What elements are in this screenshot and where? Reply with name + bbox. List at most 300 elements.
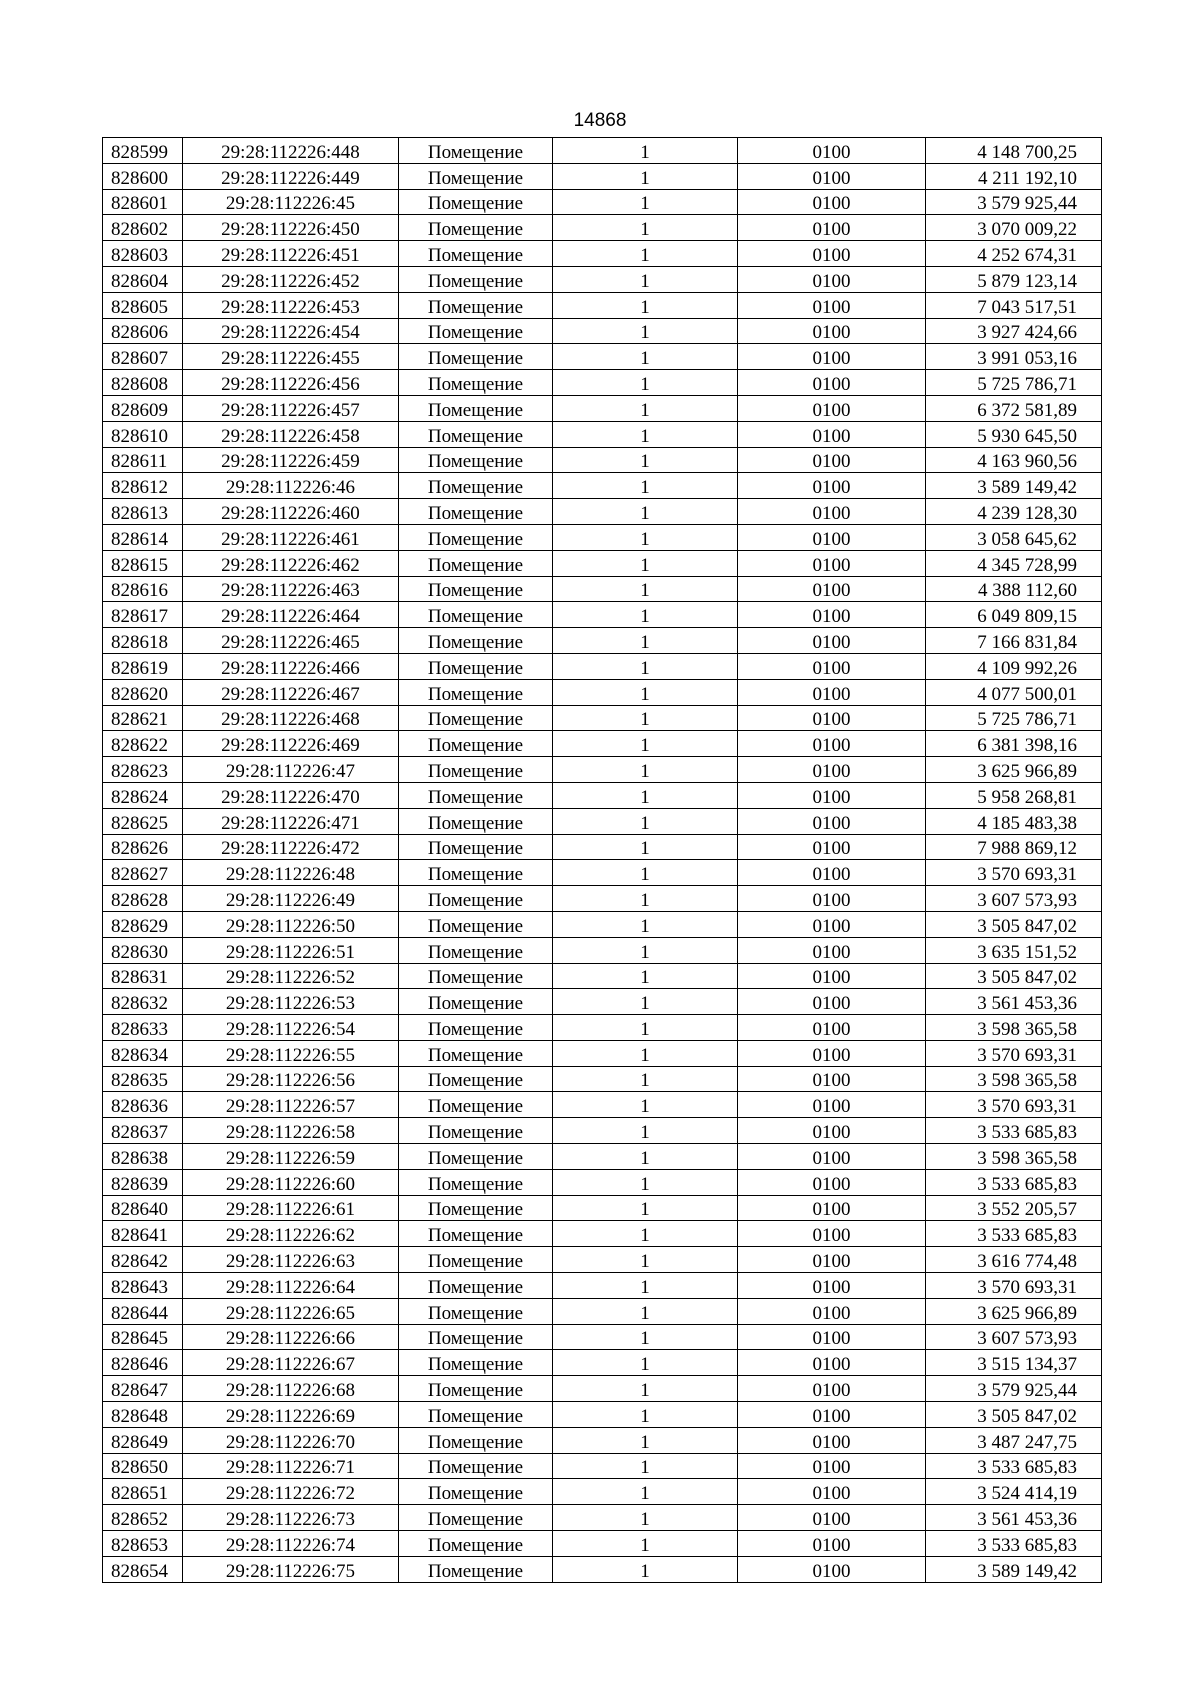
- table-row: [103, 447, 1102, 473]
- object-type-cell: Помещение: [399, 937, 553, 963]
- table-row: [103, 1066, 1102, 1092]
- code-cell: 0100: [738, 1273, 926, 1299]
- cadastral-number-cell: 29:28:112226:74: [183, 1531, 399, 1557]
- table-row: [103, 189, 1102, 215]
- quantity-cell: 1: [553, 241, 738, 267]
- object-type-cell: Помещение: [399, 163, 553, 189]
- value-cell: 5 725 786,71: [926, 705, 1102, 731]
- code-cell: 0100: [738, 1531, 926, 1557]
- quantity-cell: 1: [553, 1479, 738, 1505]
- cadastral-number-cell: 29:28:112226:49: [183, 886, 399, 912]
- object-type-cell: Помещение: [399, 576, 553, 602]
- table-row: [103, 860, 1102, 886]
- code-cell: 0100: [738, 344, 926, 370]
- code-cell: 0100: [738, 499, 926, 525]
- quantity-cell: 1: [553, 1427, 738, 1453]
- row-id-cell: 828627: [103, 860, 183, 886]
- code-cell: 0100: [738, 602, 926, 628]
- value-cell: 3 570 693,31: [926, 860, 1102, 886]
- value-cell: 5 958 268,81: [926, 782, 1102, 808]
- code-cell: 0100: [738, 1066, 926, 1092]
- code-cell: 0100: [738, 266, 926, 292]
- object-type-cell: Помещение: [399, 344, 553, 370]
- object-type-cell: Помещение: [399, 266, 553, 292]
- value-cell: 3 991 053,16: [926, 344, 1102, 370]
- table-row: [103, 1531, 1102, 1557]
- value-cell: 4 239 128,30: [926, 499, 1102, 525]
- object-type-cell: Помещение: [399, 1298, 553, 1324]
- row-id-cell: 828638: [103, 1144, 183, 1170]
- table-row: [103, 1221, 1102, 1247]
- table-row: [103, 1092, 1102, 1118]
- object-type-cell: Помещение: [399, 1505, 553, 1531]
- value-cell: 3 533 685,83: [926, 1118, 1102, 1144]
- code-cell: 0100: [738, 911, 926, 937]
- code-cell: 0100: [738, 1324, 926, 1350]
- value-cell: 3 607 573,93: [926, 886, 1102, 912]
- row-id-cell: 828640: [103, 1195, 183, 1221]
- cadastral-number-cell: 29:28:112226:449: [183, 163, 399, 189]
- code-cell: 0100: [738, 241, 926, 267]
- cadastral-number-cell: 29:28:112226:467: [183, 679, 399, 705]
- quantity-cell: 1: [553, 731, 738, 757]
- object-type-cell: Помещение: [399, 318, 553, 344]
- value-cell: 4 211 192,10: [926, 163, 1102, 189]
- value-cell: 3 579 925,44: [926, 1376, 1102, 1402]
- object-type-cell: Помещение: [399, 524, 553, 550]
- quantity-cell: 1: [553, 1195, 738, 1221]
- quantity-cell: 1: [553, 473, 738, 499]
- table-row: [103, 421, 1102, 447]
- object-type-cell: Помещение: [399, 1273, 553, 1299]
- row-id-cell: 828642: [103, 1247, 183, 1273]
- value-cell: 3 598 365,58: [926, 1015, 1102, 1041]
- cadastral-number-cell: 29:28:112226:73: [183, 1505, 399, 1531]
- code-cell: 0100: [738, 447, 926, 473]
- cadastral-number-cell: 29:28:112226:469: [183, 731, 399, 757]
- code-cell: 0100: [738, 163, 926, 189]
- value-cell: 3 533 685,83: [926, 1453, 1102, 1479]
- table-row: [103, 524, 1102, 550]
- value-cell: 3 589 149,42: [926, 1556, 1102, 1582]
- row-id-cell: 828644: [103, 1298, 183, 1324]
- row-id-cell: 828634: [103, 1040, 183, 1066]
- quantity-cell: 1: [553, 1144, 738, 1170]
- row-id-cell: 828629: [103, 911, 183, 937]
- code-cell: 0100: [738, 1247, 926, 1273]
- object-type-cell: Помещение: [399, 215, 553, 241]
- row-id-cell: 828613: [103, 499, 183, 525]
- code-cell: 0100: [738, 1118, 926, 1144]
- quantity-cell: 1: [553, 886, 738, 912]
- quantity-cell: 1: [553, 1221, 738, 1247]
- quantity-cell: 1: [553, 1324, 738, 1350]
- object-type-cell: Помещение: [399, 370, 553, 396]
- cadastral-number-cell: 29:28:112226:60: [183, 1169, 399, 1195]
- row-id-cell: 828624: [103, 782, 183, 808]
- object-type-cell: Помещение: [399, 602, 553, 628]
- cadastral-number-cell: 29:28:112226:463: [183, 576, 399, 602]
- cadastral-number-cell: 29:28:112226:461: [183, 524, 399, 550]
- row-id-cell: 828625: [103, 808, 183, 834]
- object-type-cell: Помещение: [399, 963, 553, 989]
- cadastral-number-cell: 29:28:112226:450: [183, 215, 399, 241]
- quantity-cell: 1: [553, 1298, 738, 1324]
- table-row: [103, 782, 1102, 808]
- quantity-cell: 1: [553, 395, 738, 421]
- cadastral-number-cell: 29:28:112226:48: [183, 860, 399, 886]
- cadastral-number-cell: 29:28:112226:451: [183, 241, 399, 267]
- object-type-cell: Помещение: [399, 1144, 553, 1170]
- object-type-cell: Помещение: [399, 1531, 553, 1557]
- code-cell: 0100: [738, 318, 926, 344]
- table-row: [103, 911, 1102, 937]
- value-cell: 3 570 693,31: [926, 1040, 1102, 1066]
- value-cell: 3 598 365,58: [926, 1144, 1102, 1170]
- quantity-cell: 1: [553, 989, 738, 1015]
- object-type-cell: Помещение: [399, 1556, 553, 1582]
- quantity-cell: 1: [553, 911, 738, 937]
- table-row: [103, 1195, 1102, 1221]
- code-cell: 0100: [738, 1015, 926, 1041]
- cadastral-number-cell: 29:28:112226:50: [183, 911, 399, 937]
- object-type-cell: Помещение: [399, 499, 553, 525]
- value-cell: 3 487 247,75: [926, 1427, 1102, 1453]
- value-cell: 4 388 112,60: [926, 576, 1102, 602]
- code-cell: 0100: [738, 370, 926, 396]
- quantity-cell: 1: [553, 1040, 738, 1066]
- cadastral-number-cell: 29:28:112226:75: [183, 1556, 399, 1582]
- cadastral-number-cell: 29:28:112226:56: [183, 1066, 399, 1092]
- quantity-cell: 1: [553, 1505, 738, 1531]
- value-cell: 3 505 847,02: [926, 911, 1102, 937]
- table-row: [103, 602, 1102, 628]
- quantity-cell: 1: [553, 499, 738, 525]
- cadastral-number-cell: 29:28:112226:64: [183, 1273, 399, 1299]
- cadastral-number-cell: 29:28:112226:72: [183, 1479, 399, 1505]
- table-row: [103, 266, 1102, 292]
- code-cell: 0100: [738, 1479, 926, 1505]
- value-cell: 3 561 453,36: [926, 989, 1102, 1015]
- object-type-cell: Помещение: [399, 886, 553, 912]
- object-type-cell: Помещение: [399, 989, 553, 1015]
- value-cell: 3 070 009,22: [926, 215, 1102, 241]
- cadastral-number-cell: 29:28:112226:68: [183, 1376, 399, 1402]
- object-type-cell: Помещение: [399, 782, 553, 808]
- value-cell: 3 589 149,42: [926, 473, 1102, 499]
- table-row: [103, 989, 1102, 1015]
- row-id-cell: 828639: [103, 1169, 183, 1195]
- table-row: [103, 757, 1102, 783]
- registry-table-body: [103, 138, 1102, 1583]
- code-cell: 0100: [738, 473, 926, 499]
- row-id-cell: 828652: [103, 1505, 183, 1531]
- object-type-cell: Помещение: [399, 138, 553, 164]
- value-cell: 7 166 831,84: [926, 628, 1102, 654]
- quantity-cell: 1: [553, 1169, 738, 1195]
- table-row: [103, 138, 1102, 164]
- quantity-cell: 1: [553, 757, 738, 783]
- table-row: [103, 834, 1102, 860]
- code-cell: 0100: [738, 1453, 926, 1479]
- object-type-cell: Помещение: [399, 1350, 553, 1376]
- cadastral-number-cell: 29:28:112226:54: [183, 1015, 399, 1041]
- object-type-cell: Помещение: [399, 292, 553, 318]
- value-cell: 3 505 847,02: [926, 963, 1102, 989]
- table-row: [103, 679, 1102, 705]
- row-id-cell: 828622: [103, 731, 183, 757]
- object-type-cell: Помещение: [399, 241, 553, 267]
- code-cell: 0100: [738, 524, 926, 550]
- code-cell: 0100: [738, 1195, 926, 1221]
- code-cell: 0100: [738, 808, 926, 834]
- code-cell: 0100: [738, 395, 926, 421]
- cadastral-number-cell: 29:28:112226:65: [183, 1298, 399, 1324]
- quantity-cell: 1: [553, 1453, 738, 1479]
- object-type-cell: Помещение: [399, 1453, 553, 1479]
- value-cell: 3 927 424,66: [926, 318, 1102, 344]
- quantity-cell: 1: [553, 860, 738, 886]
- value-cell: 4 109 992,26: [926, 653, 1102, 679]
- table-row: [103, 1505, 1102, 1531]
- value-cell: 3 533 685,83: [926, 1531, 1102, 1557]
- quantity-cell: 1: [553, 705, 738, 731]
- quantity-cell: 1: [553, 524, 738, 550]
- row-id-cell: 828647: [103, 1376, 183, 1402]
- quantity-cell: 1: [553, 1376, 738, 1402]
- table-row: [103, 1015, 1102, 1041]
- object-type-cell: Помещение: [399, 808, 553, 834]
- row-id-cell: 828636: [103, 1092, 183, 1118]
- value-cell: 4 345 728,99: [926, 550, 1102, 576]
- code-cell: 0100: [738, 963, 926, 989]
- quantity-cell: 1: [553, 1118, 738, 1144]
- object-type-cell: Помещение: [399, 679, 553, 705]
- object-type-cell: Помещение: [399, 447, 553, 473]
- cadastral-number-cell: 29:28:112226:471: [183, 808, 399, 834]
- table-row: [103, 705, 1102, 731]
- cadastral-number-cell: 29:28:112226:462: [183, 550, 399, 576]
- code-cell: 0100: [738, 782, 926, 808]
- quantity-cell: 1: [553, 834, 738, 860]
- object-type-cell: Помещение: [399, 1169, 553, 1195]
- value-cell: 3 552 205,57: [926, 1195, 1102, 1221]
- object-type-cell: Помещение: [399, 1066, 553, 1092]
- value-cell: 3 058 645,62: [926, 524, 1102, 550]
- row-id-cell: 828610: [103, 421, 183, 447]
- cadastral-number-cell: 29:28:112226:46: [183, 473, 399, 499]
- row-id-cell: 828650: [103, 1453, 183, 1479]
- code-cell: 0100: [738, 834, 926, 860]
- object-type-cell: Помещение: [399, 757, 553, 783]
- cadastral-number-cell: 29:28:112226:59: [183, 1144, 399, 1170]
- cadastral-number-cell: 29:28:112226:45: [183, 189, 399, 215]
- code-cell: 0100: [738, 1092, 926, 1118]
- quantity-cell: 1: [553, 963, 738, 989]
- value-cell: 4 148 700,25: [926, 138, 1102, 164]
- table-row: [103, 731, 1102, 757]
- table-row: [103, 1350, 1102, 1376]
- value-cell: 7 043 517,51: [926, 292, 1102, 318]
- value-cell: 3 570 693,31: [926, 1273, 1102, 1299]
- cadastral-number-cell: 29:28:112226:52: [183, 963, 399, 989]
- cadastral-number-cell: 29:28:112226:459: [183, 447, 399, 473]
- cadastral-number-cell: 29:28:112226:71: [183, 1453, 399, 1479]
- quantity-cell: 1: [553, 447, 738, 473]
- row-id-cell: 828620: [103, 679, 183, 705]
- object-type-cell: Помещение: [399, 1247, 553, 1273]
- table-row: [103, 163, 1102, 189]
- row-id-cell: 828601: [103, 189, 183, 215]
- quantity-cell: 1: [553, 937, 738, 963]
- table-row: [103, 963, 1102, 989]
- code-cell: 0100: [738, 1221, 926, 1247]
- row-id-cell: 828630: [103, 937, 183, 963]
- page-number: 14868: [573, 110, 627, 131]
- registry-table: [102, 137, 1102, 1583]
- value-cell: 3 570 693,31: [926, 1092, 1102, 1118]
- row-id-cell: 828654: [103, 1556, 183, 1582]
- value-cell: 3 598 365,58: [926, 1066, 1102, 1092]
- quantity-cell: 1: [553, 344, 738, 370]
- row-id-cell: 828603: [103, 241, 183, 267]
- object-type-cell: Помещение: [399, 705, 553, 731]
- row-id-cell: 828611: [103, 447, 183, 473]
- code-cell: 0100: [738, 705, 926, 731]
- table-row: [103, 1402, 1102, 1428]
- table-row: [103, 1273, 1102, 1299]
- row-id-cell: 828635: [103, 1066, 183, 1092]
- quantity-cell: 1: [553, 576, 738, 602]
- row-id-cell: 828602: [103, 215, 183, 241]
- cadastral-number-cell: 29:28:112226:61: [183, 1195, 399, 1221]
- row-id-cell: 828616: [103, 576, 183, 602]
- cadastral-number-cell: 29:28:112226:454: [183, 318, 399, 344]
- row-id-cell: 828605: [103, 292, 183, 318]
- table-row: [103, 1453, 1102, 1479]
- code-cell: 0100: [738, 1505, 926, 1531]
- table-row: [103, 653, 1102, 679]
- code-cell: 0100: [738, 1402, 926, 1428]
- code-cell: 0100: [738, 189, 926, 215]
- row-id-cell: 828600: [103, 163, 183, 189]
- cadastral-number-cell: 29:28:112226:57: [183, 1092, 399, 1118]
- cadastral-number-cell: 29:28:112226:53: [183, 989, 399, 1015]
- value-cell: 6 372 581,89: [926, 395, 1102, 421]
- code-cell: 0100: [738, 421, 926, 447]
- code-cell: 0100: [738, 1169, 926, 1195]
- table-row: [103, 1376, 1102, 1402]
- object-type-cell: Помещение: [399, 1092, 553, 1118]
- cadastral-number-cell: 29:28:112226:70: [183, 1427, 399, 1453]
- table-row: [103, 1556, 1102, 1582]
- quantity-cell: 1: [553, 679, 738, 705]
- cadastral-number-cell: 29:28:112226:470: [183, 782, 399, 808]
- object-type-cell: Помещение: [399, 395, 553, 421]
- value-cell: 3 524 414,19: [926, 1479, 1102, 1505]
- row-id-cell: 828612: [103, 473, 183, 499]
- object-type-cell: Помещение: [399, 911, 553, 937]
- cadastral-number-cell: 29:28:112226:466: [183, 653, 399, 679]
- row-id-cell: 828651: [103, 1479, 183, 1505]
- quantity-cell: 1: [553, 189, 738, 215]
- quantity-cell: 1: [553, 163, 738, 189]
- table-row: [103, 1324, 1102, 1350]
- table-row: [103, 473, 1102, 499]
- quantity-cell: 1: [553, 602, 738, 628]
- value-cell: 3 515 134,37: [926, 1350, 1102, 1376]
- object-type-cell: Помещение: [399, 1040, 553, 1066]
- table-row: [103, 1427, 1102, 1453]
- table-row: [103, 576, 1102, 602]
- row-id-cell: 828633: [103, 1015, 183, 1041]
- object-type-cell: Помещение: [399, 421, 553, 447]
- object-type-cell: Помещение: [399, 1015, 553, 1041]
- code-cell: 0100: [738, 860, 926, 886]
- row-id-cell: 828619: [103, 653, 183, 679]
- object-type-cell: Помещение: [399, 1195, 553, 1221]
- code-cell: 0100: [738, 989, 926, 1015]
- row-id-cell: 828641: [103, 1221, 183, 1247]
- cadastral-number-cell: 29:28:112226:63: [183, 1247, 399, 1273]
- quantity-cell: 1: [553, 1531, 738, 1557]
- cadastral-number-cell: 29:28:112226:67: [183, 1350, 399, 1376]
- table-row: [103, 395, 1102, 421]
- row-id-cell: 828649: [103, 1427, 183, 1453]
- table-row: [103, 292, 1102, 318]
- object-type-cell: Помещение: [399, 653, 553, 679]
- quantity-cell: 1: [553, 138, 738, 164]
- row-id-cell: 828645: [103, 1324, 183, 1350]
- object-type-cell: Помещение: [399, 1221, 553, 1247]
- object-type-cell: Помещение: [399, 731, 553, 757]
- cadastral-number-cell: 29:28:112226:472: [183, 834, 399, 860]
- code-cell: 0100: [738, 1427, 926, 1453]
- code-cell: 0100: [738, 1376, 926, 1402]
- row-id-cell: 828628: [103, 886, 183, 912]
- code-cell: 0100: [738, 215, 926, 241]
- table-row: [103, 937, 1102, 963]
- value-cell: 3 635 151,52: [926, 937, 1102, 963]
- value-cell: 3 505 847,02: [926, 1402, 1102, 1428]
- row-id-cell: 828609: [103, 395, 183, 421]
- quantity-cell: 1: [553, 266, 738, 292]
- table-row: [103, 1144, 1102, 1170]
- value-cell: 3 533 685,83: [926, 1221, 1102, 1247]
- value-cell: 5 879 123,14: [926, 266, 1102, 292]
- object-type-cell: Помещение: [399, 473, 553, 499]
- quantity-cell: 1: [553, 215, 738, 241]
- quantity-cell: 1: [553, 808, 738, 834]
- code-cell: 0100: [738, 679, 926, 705]
- quantity-cell: 1: [553, 292, 738, 318]
- cadastral-number-cell: 29:28:112226:62: [183, 1221, 399, 1247]
- row-id-cell: 828623: [103, 757, 183, 783]
- quantity-cell: 1: [553, 370, 738, 396]
- table-row: [103, 1247, 1102, 1273]
- code-cell: 0100: [738, 1556, 926, 1582]
- table-row: [103, 499, 1102, 525]
- code-cell: 0100: [738, 138, 926, 164]
- cadastral-number-cell: 29:28:112226:468: [183, 705, 399, 731]
- quantity-cell: 1: [553, 550, 738, 576]
- code-cell: 0100: [738, 576, 926, 602]
- object-type-cell: Помещение: [399, 1402, 553, 1428]
- value-cell: 7 988 869,12: [926, 834, 1102, 860]
- object-type-cell: Помещение: [399, 1479, 553, 1505]
- code-cell: 0100: [738, 757, 926, 783]
- row-id-cell: 828615: [103, 550, 183, 576]
